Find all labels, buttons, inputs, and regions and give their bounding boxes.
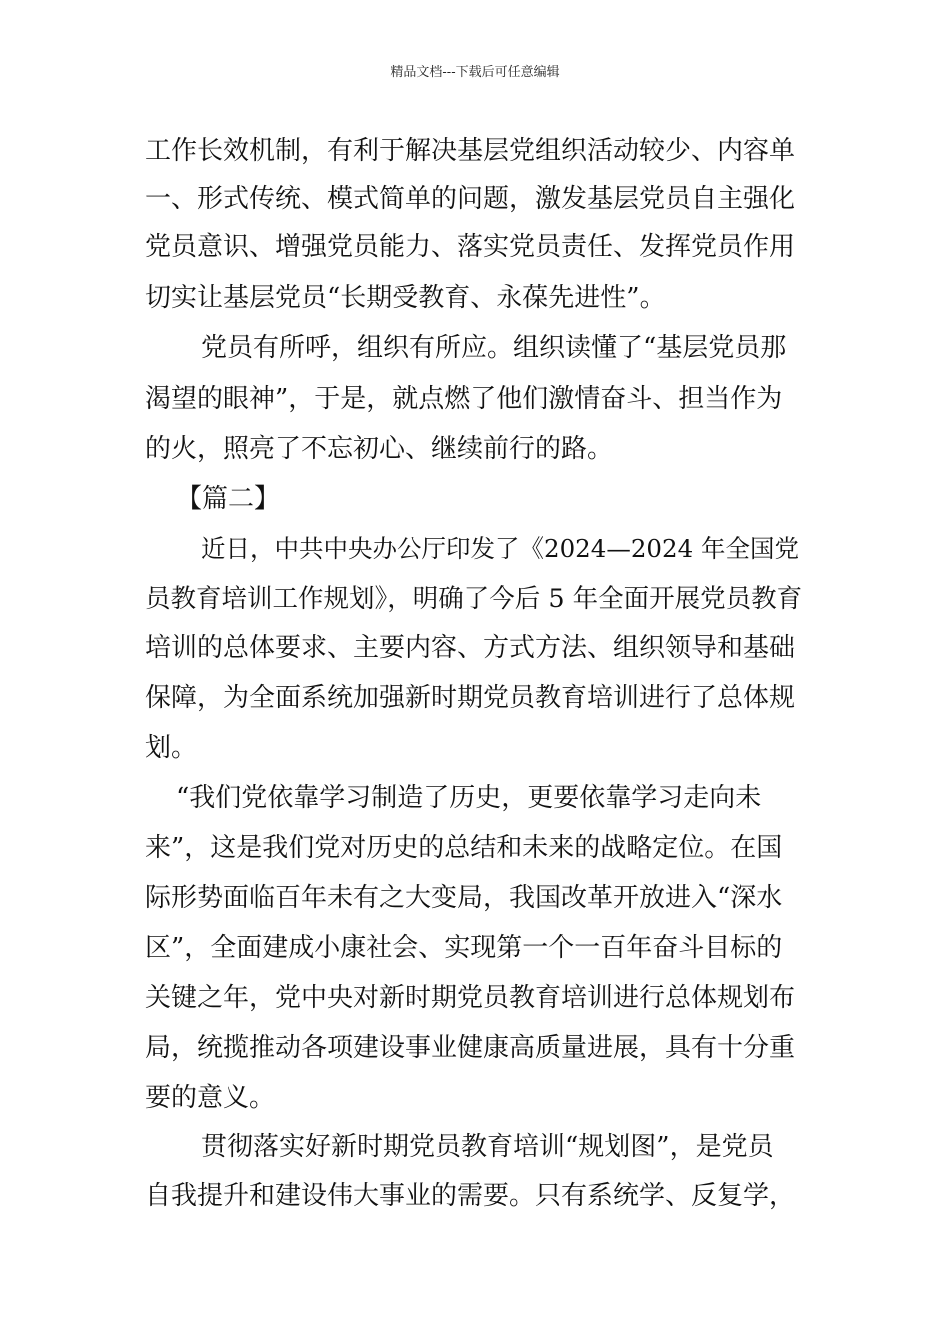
page-header: 精品文档---下载后可任意编辑 <box>390 65 560 80</box>
section-heading: 【篇二】 <box>176 484 281 514</box>
text-line: 培训的总体要求、主要内容、方式方法、组织领导和基础 <box>145 633 796 663</box>
text-line: 党员有所呼，组织有所应。组织读懂了“基层党员那 <box>201 333 787 363</box>
text-line: 近日，中共中央办公厅印发了《2024—2024 年全国党 <box>201 534 799 563</box>
text-line: 关键之年，党中央对新时期党员教育培训进行总体规划布 <box>145 983 796 1013</box>
text-line: 划。 <box>145 733 198 763</box>
text-line: 切实让基层党员“长期受教育、永葆先进性”。 <box>145 283 666 313</box>
text-line: 自我提升和建设伟大事业的需要。只有系统学、反复学， <box>145 1181 796 1211</box>
text-line: 局，统揽推动各项建设事业健康高质量进展，具有十分重 <box>145 1033 796 1063</box>
text-line: 员教育培训工作规划》，明确了今后 5 年全面开展党员教育 <box>145 584 803 614</box>
text-line: 区”，全面建成小康社会、实现第一个一百年奋斗目标的 <box>145 933 783 963</box>
text-line: “我们党依靠学习制造了历史，更要依靠学习走向未 <box>176 783 762 813</box>
text-line: 贯彻落实好新时期党员教育培训“规划图”，是党员 <box>201 1132 774 1162</box>
text-line: 一、形式传统、模式简单的问题，激发基层党员自主强化 <box>145 184 796 214</box>
text-line: 要的意义。 <box>145 1083 276 1113</box>
text-line: 的火，照亮了不忘初心、继续前行的路。 <box>145 434 614 464</box>
text-line: 来”，这是我们党对历史的总结和未来的战略定位。在国 <box>145 833 783 863</box>
text-line: 际形势面临百年未有之大变局，我国改革开放进入“深水 <box>145 883 783 913</box>
text-line: 保障，为全面系统加强新时期党员教育培训进行了总体规 <box>145 683 796 713</box>
text-line: 工作长效机制，有利于解决基层党组织活动较少、内容单 <box>145 136 796 166</box>
text-line: 党员意识、增强党员能力、落实党员责任、发挥党员作用 <box>145 232 796 262</box>
text-line: 渴望的眼神”，于是，就点燃了他们激情奋斗、担当作为 <box>145 384 783 414</box>
